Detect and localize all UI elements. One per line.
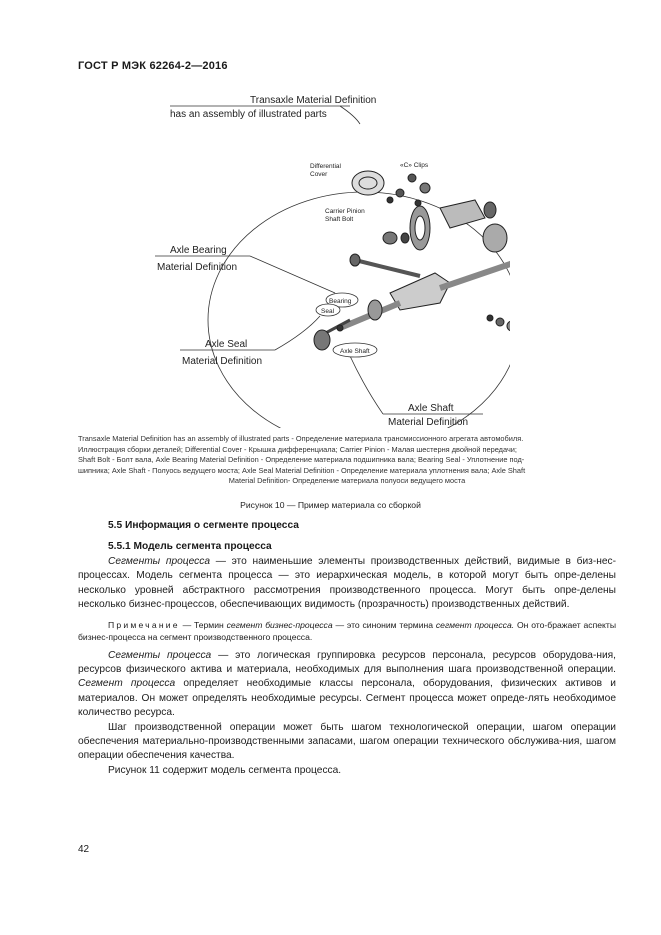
figure-caption: Рисунок 10 — Пример материала со сборкой xyxy=(240,500,421,510)
carrier-pinion-label2: Shaft Bolt xyxy=(325,216,354,223)
section-heading: 5.5 Информация о сегменте процесса xyxy=(108,520,299,531)
paragraph-3: Шаг производственной операции может быть шагом технологической операции, шагом операции обеспечения материально-производственными запасами, шагом операции технического обслужива-ния, шагом операции обеспечения качества. xyxy=(78,721,616,762)
assembly-circle xyxy=(208,192,510,428)
paragraph-1 xyxy=(78,555,616,613)
subsection-heading: 5.5.1 Модель сегмента процесса xyxy=(108,541,272,552)
c-clips-label: «C» Clips xyxy=(400,162,429,169)
shaft-bubble-label: Axle Shaft xyxy=(340,348,370,355)
note-label: Примечание xyxy=(108,619,180,630)
note-text: — это синоним термина xyxy=(332,619,436,630)
note-term: сегмент бизнес-процесса xyxy=(226,619,333,630)
term: Сегменты процесса xyxy=(108,556,211,567)
legend-line: шипника; Axle Shaft - Полуось ведущего моста; Axle Seal Material Definition - Определение материала уплотнения вала; Axle Shaft xyxy=(78,465,526,475)
legend-line: Иллюстрация сборки деталей; Differential Cover - Крышка дифференциала; Carrier Pinion - Малая шестерня двойной передачи; xyxy=(78,444,517,454)
paragraph-text: определяет необходимые классы персонала, оборудования, физических активов и материалов. Он может определять необходимые ресурсы. Сегмент процесса может опреде-лять необходимое количество ресурса. xyxy=(78,678,616,719)
document-header: ГОСТ Р МЭК 62264-2—2016 xyxy=(78,60,228,72)
note-paragraph xyxy=(78,619,616,643)
body-text xyxy=(78,555,616,778)
paragraph-text: — это наименьшие элементы производственных действий, видимые в биз-нес-процессах. Модель сегмента процесса — это иерархическая модель, в которой могут быть опре-делены несколько уровней абстрактного рассмотрения производственного процесса. Могут быть опре-делены несколько бизнес-процессов, обеспечивающих видимость (прозрачность) производственных действий. xyxy=(78,556,616,611)
transaxle-figure xyxy=(150,88,510,428)
carrier-pinion-label1: Carrier Pinion xyxy=(325,208,365,215)
paragraph-2 xyxy=(78,649,616,721)
paragraph-text: — это логическая группировка ресурсов персонала, ресурсов оборудова-ния, ресурсов физического актива и материала, необходимых для выполнения шага производственной операции. xyxy=(78,649,616,676)
term: Сегмент процесса xyxy=(78,678,176,690)
legend-line: Transaxle Material Definition has an assembly of illustrated parts - Определение материала трансмиссионного агрегата автомобиля. xyxy=(78,434,524,443)
figure-legend xyxy=(78,434,616,487)
page-number: 42 xyxy=(78,844,90,855)
diff-cover-label1: Differential xyxy=(310,163,341,170)
paragraph-4: Рисунок 11 содержит модель сегмента процесса. xyxy=(108,764,342,776)
diff-cover-label2: Cover xyxy=(310,171,328,178)
axle-bearing-label1: Axle Bearing xyxy=(170,245,227,256)
top-label-line2: has an assembly of illustrated parts xyxy=(170,109,327,120)
legend-line: Shaft Bolt - Болт вала, Axle Bearing Material Definition - Определение материала подшипника вала; Bearing Seal - Уплотнение под- xyxy=(78,455,525,465)
bearing-bubble-label: Bearing xyxy=(329,298,352,305)
note-text: Он ото-бражает аспекты бизнес-процесса на сегмент производственного процесса. xyxy=(78,619,617,642)
top-label-line1: Transaxle Material Definition xyxy=(250,95,377,106)
note-term: сегмент процесса. xyxy=(435,619,515,630)
note-text: — Термин xyxy=(179,619,227,630)
axle-shaft-label2: Material Definition xyxy=(388,417,469,428)
axle-seal-label1: Axle Seal xyxy=(205,339,248,350)
seal-bubble-label: Seal xyxy=(321,308,335,315)
legend-line: Material Definition- Определение материала полуоси ведущего моста xyxy=(228,476,466,486)
axle-shaft-label1: Axle Shaft xyxy=(408,403,454,414)
axle-seal-label2: Material Definition xyxy=(182,356,263,367)
axle-bearing-label2: Material Definition xyxy=(157,262,238,273)
term: Сегменты процесса xyxy=(108,649,212,661)
